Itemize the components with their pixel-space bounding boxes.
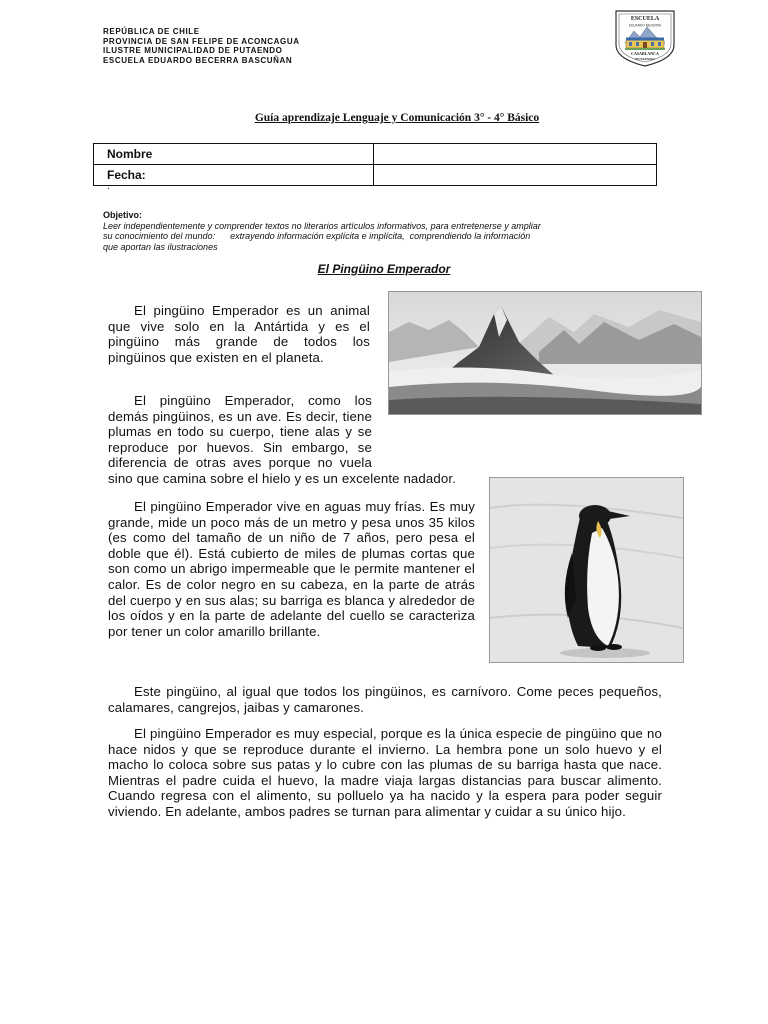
guide-title-text: Guía aprendizaje Lenguaje y Comunicación 3° - 4° Básico (254, 112, 540, 124)
date-row (94, 165, 657, 186)
objective-block (103, 210, 663, 252)
paragraph-5-text: El pingüino Emperador es muy especial, porque es la única especie de pingüino que no hace nidos y que se reproduce durante el invierno. La hembra pone un solo huevo y el macho lo coloca sobre sus patas y lo cubre con las plumas de su barriga hasta que nace. Mientras el padre cuida el huevo, la madre viaja largas distancias para buscar alimento. Cuando regresa con el alimento, su polluelo ya ha nacido y la espera para poder seguir viviendo. En adelante, ambos padres se turnan para alimentar y cuidar a su único hijo. (108, 726, 662, 819)
school-header (103, 27, 300, 65)
date-field[interactable] (374, 165, 657, 186)
paragraph-1 (108, 303, 370, 365)
objective-label: Objetivo: (103, 210, 143, 220)
paragraph-4-text: Este pingüino, al igual que todos los pingüinos, es carnívoro. Come peces pequeños, calamares, cangrejos, jaibas y camarones. (108, 684, 662, 715)
stray-mark: · (107, 183, 111, 194)
header-line: PROVINCIA DE SAN FELIPE DE ACONCAGUA (103, 36, 300, 46)
guide-title (0, 112, 768, 124)
emperor-penguin-photo (489, 477, 684, 663)
paragraph-3-text: El pingüino Emperador vive en aguas muy frías. Es muy grande, mide un poco más de un metro y pesa unos 35 kilos (es como del tamaño de un niño de 7 años, pero pesa el doble que él). Está cubierto de miles de plumas cortas que son como un abrigo impermeable que le permite mantener el calor. Es de color negro en su cabeza, en la parte de atrás del cuerpo y en sus alas; su barriga es blanca y alrededor de los oídos y en la parte de adelante del cuello se caracteriza por tener un color amarillo brillante. (108, 499, 475, 639)
objective-line: Leer independientemente y comprender textos no literarios artículos informativos, para entretenerse y ampliar (103, 220, 541, 231)
school-logo (612, 9, 678, 67)
objective-line: su conocimiento del mundo: extrayendo información explícita e implícita, comprendiendo la información (103, 231, 531, 241)
header-line: REPÚBLICA DE CHILE (103, 27, 200, 36)
name-field[interactable] (374, 144, 657, 165)
paragraph-2-text: El pingüino Emperador, como los demás pingüinos, es un ave. Es decir, tiene plumas en todo su cuerpo, tiene alas y se reproduce por huevos. Sin embargo, se diferencia de otras aves porque no vuela sino que camina sobre el hielo y es un excelente nadador. (108, 393, 456, 486)
paragraph-4 (108, 684, 662, 715)
header-line: ESCUELA EDUARDO BECERRA BASCUÑAN (103, 55, 293, 65)
name-row (94, 144, 657, 165)
logo-top-text: ESCUELA (630, 16, 660, 22)
header-line: ILUSTRE MUNICIPALIDAD DE PUTAENDO (103, 46, 283, 55)
article-title-text: El Pingüino Emperador (317, 262, 451, 276)
paragraph-5 (108, 726, 662, 820)
date-label: Fecha: (94, 165, 374, 186)
student-info-table (93, 143, 657, 186)
objective-line: que aportan las ilustraciones (103, 241, 218, 252)
logo-bottom-text-2: PUTAENDO (635, 57, 655, 61)
name-label: Nombre (94, 144, 374, 165)
paragraph-1-text: El pingüino Emperador es un animal que vive solo en la Antártida y es el pingüino más grande de todos los pingüinos que existen en el planeta. (108, 303, 370, 365)
logo-ring-text: EDUARDO BECERRA (628, 23, 662, 28)
paragraph-3 (108, 499, 475, 639)
logo-bottom-text: CASABLANCA (631, 51, 659, 56)
paragraph-2 (108, 393, 662, 487)
article-title (0, 262, 768, 276)
